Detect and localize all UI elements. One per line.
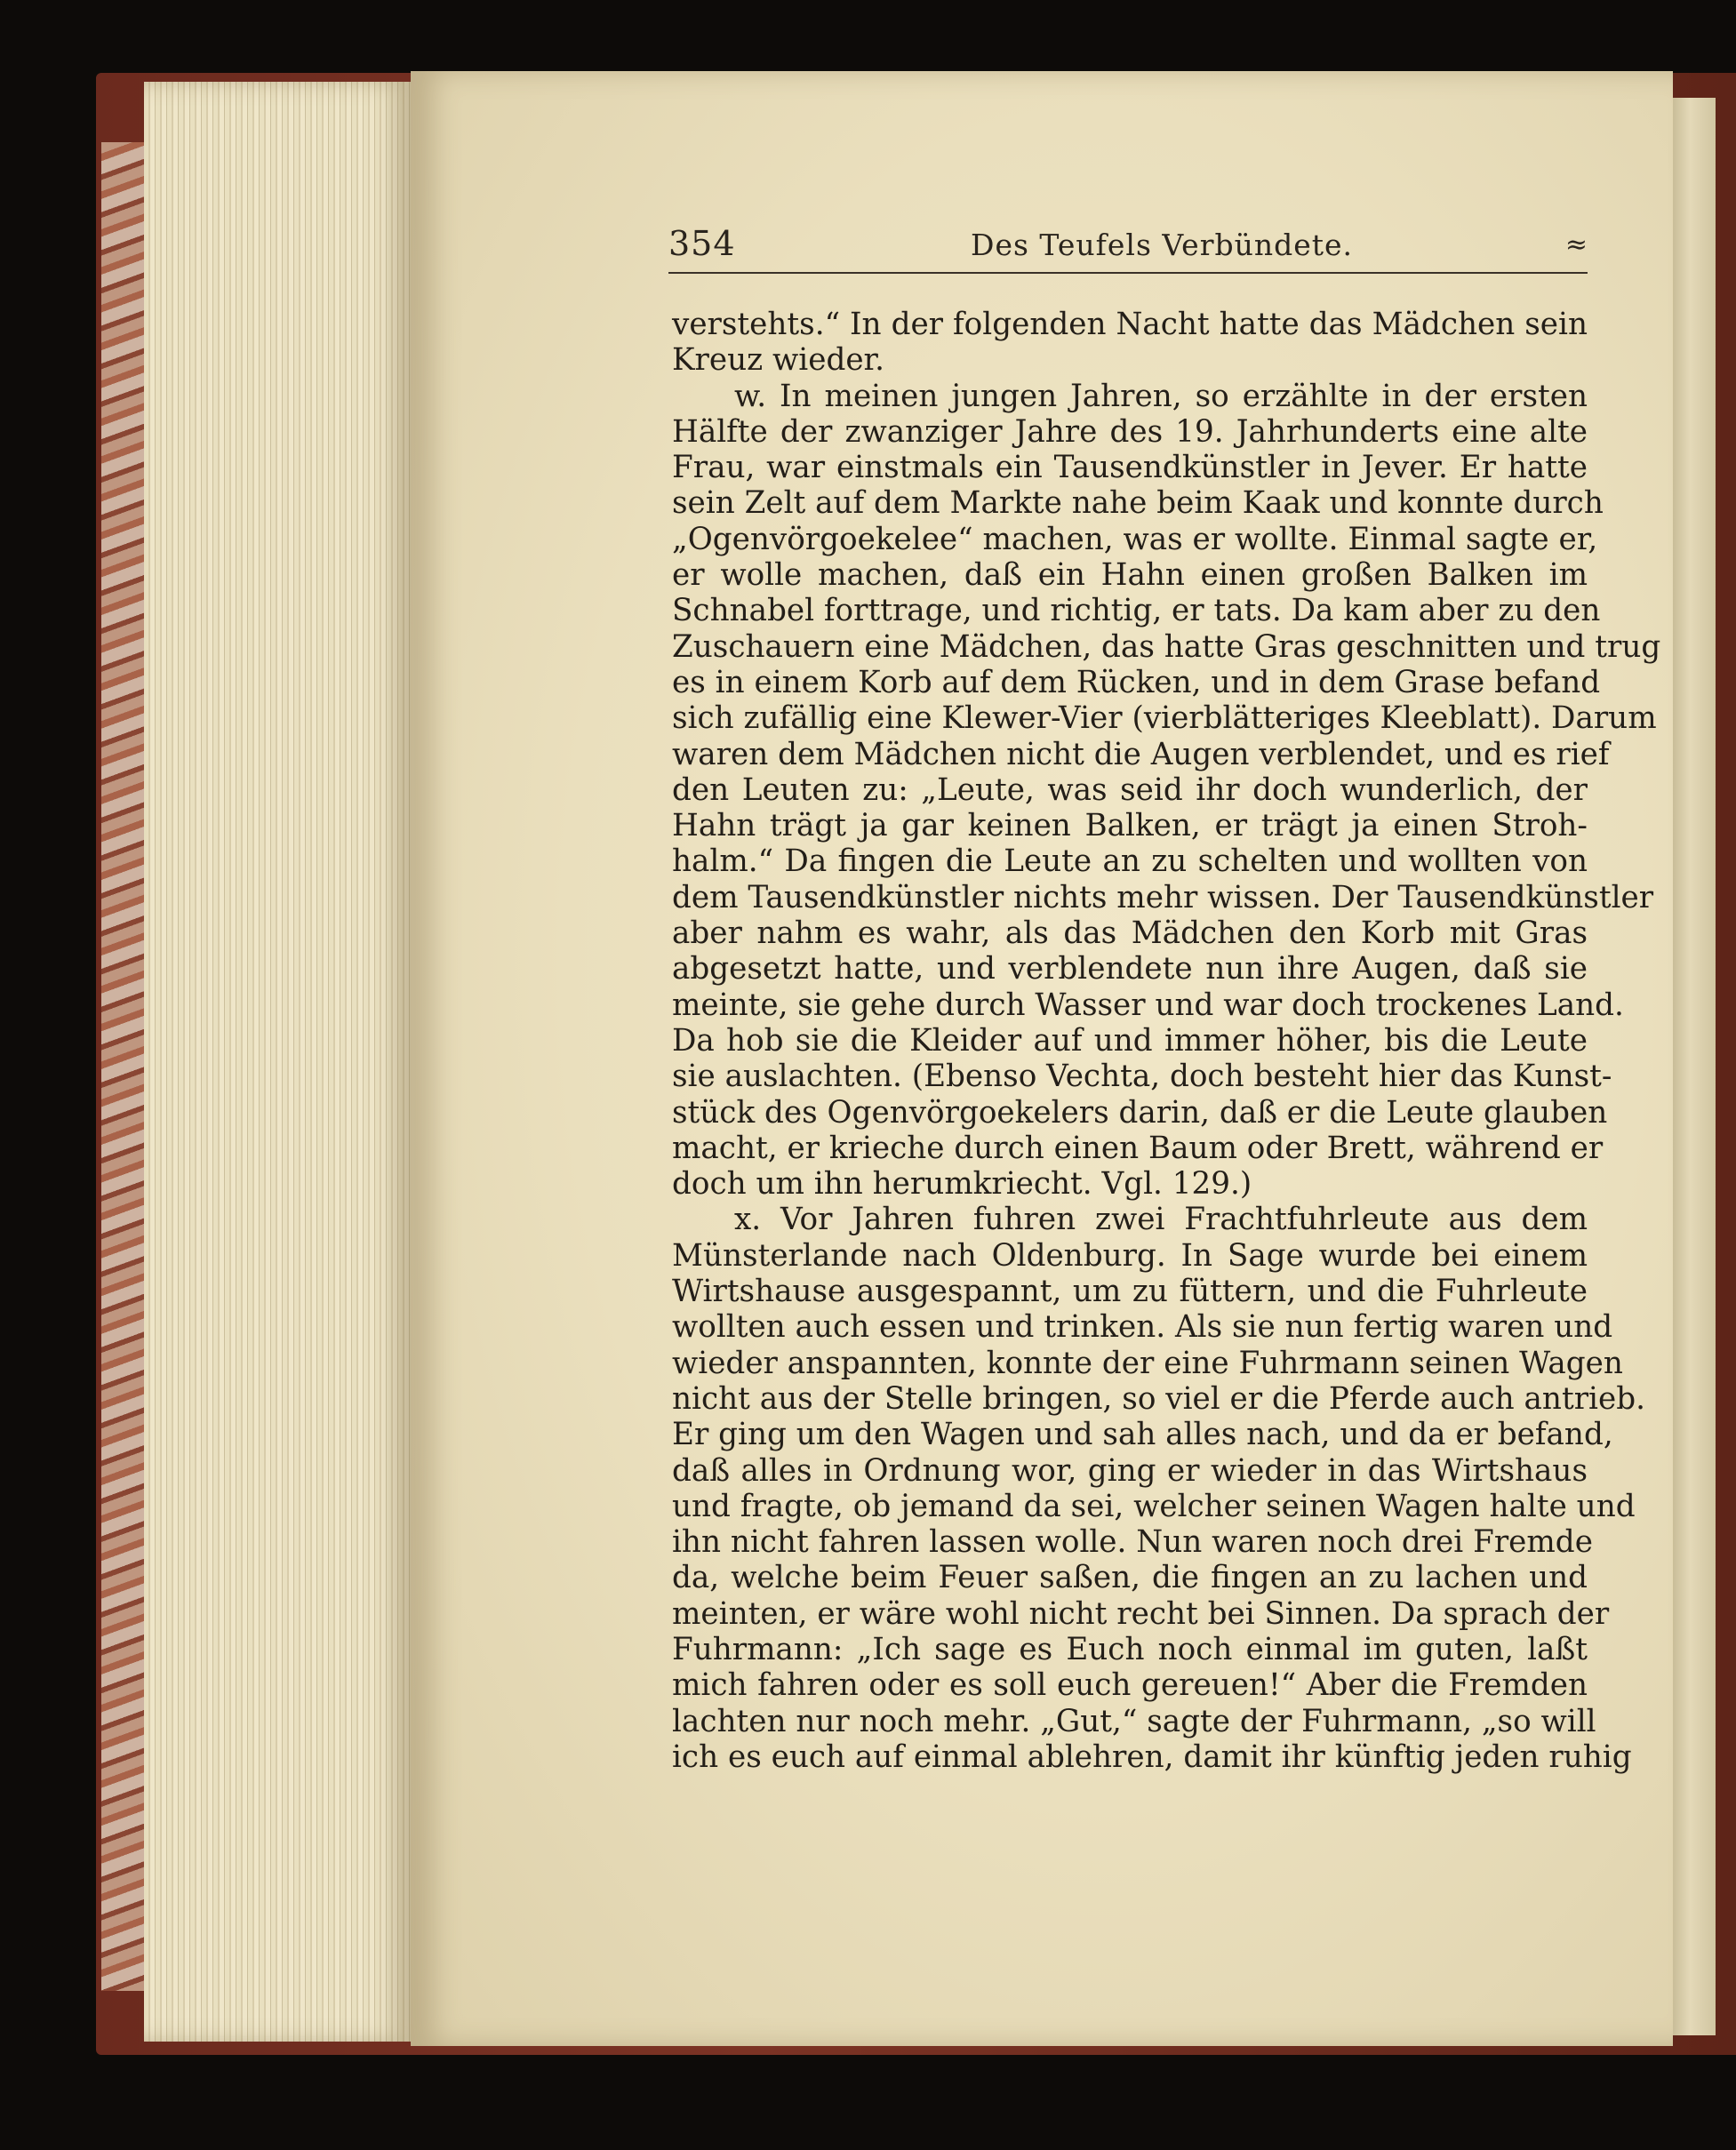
text-line: macht, er krieche durch einen Baum oder Brett, während er	[672, 1130, 1604, 1166]
text-line: sein Zelt auf dem Markte nahe beim Kaak und konnte durch	[672, 485, 1604, 522]
text-line: Münsterlande nach Oldenburg. In Sage wurde bei einem	[672, 1237, 1588, 1274]
text-line: es in einem Korb auf dem Rücken, und in dem Grase befand	[672, 664, 1601, 700]
text-line: nicht aus der Stelle bringen, so viel er die Pferde auch antrieb.	[672, 1380, 1645, 1417]
text-line: halm.“ Da fingen die Leute an zu schelten und wollten von	[672, 843, 1588, 880]
catchword-mark: ≈	[1564, 229, 1588, 260]
text-line: daß alles in Ordnung wor, ging er wieder in das Wirtshaus	[672, 1452, 1588, 1489]
page-block-edge	[144, 82, 411, 2042]
text-line: Fuhrmann: „Ich sage es Euch noch einmal im guten, laßt	[672, 1631, 1588, 1667]
text-line: sich zufällig eine Klewer-Vier (vierblätteriges Kleeblatt). Darum	[672, 700, 1657, 737]
text-line: ich es euch auf einmal ablehren, damit ihr künftig jeden ruhig	[672, 1738, 1632, 1775]
text-line: abgesetzt hatte, und verblendete nun ihre Augen, daß sie	[672, 951, 1588, 987]
facing-page-edge	[1673, 98, 1716, 2035]
text-line: er wolle machen, daß ein Hahn einen großen Balken im	[672, 557, 1588, 594]
text-line: Schnabel forttrage, und richtig, er tats. Da kam aber zu den	[672, 593, 1601, 629]
text-line: Hälfte der zwanziger Jahre des 19. Jahrhunderts eine alte	[672, 413, 1588, 450]
text-line: meinte, sie gehe durch Wasser und war doch trockenes Land.	[672, 987, 1624, 1023]
running-header	[668, 220, 1588, 274]
text-line: Er ging um den Wagen und sah alles nach, und da er befand,	[672, 1417, 1613, 1453]
text-line: da, welche beim Feuer saßen, die fingen an zu lachen und	[672, 1560, 1588, 1596]
text-line: Zuschauern eine Mädchen, das hatte Gras geschnitten und trug	[672, 628, 1661, 665]
text-line: x. Vor Jahren fuhren zwei Frachtfuhrleute aus dem	[734, 1202, 1588, 1238]
text-line: Kreuz wieder.	[672, 342, 885, 379]
text-line: dem Tausendkünstler nichts mehr wissen. Der Tausendkünstler	[672, 879, 1654, 915]
text-line: mich fahren oder es soll euch gereuen!“ Aber die Fremden	[672, 1667, 1588, 1704]
text-line: waren dem Mädchen nicht die Augen verblendet, und es rief	[672, 736, 1610, 772]
body-text	[672, 307, 1661, 1775]
text-line: Hahn trägt ja gar keinen Balken, er trägt ja einen Stroh-	[672, 808, 1588, 844]
text-line: doch um ihn herumkriecht. Vgl. 129.)	[672, 1166, 1252, 1203]
text-line: Wirtshause ausgespannt, um zu füttern, und die Fuhrleute	[672, 1274, 1588, 1310]
text-line: stück des Ogenvörgoekelers darin, daß er die Leute glauben	[672, 1094, 1608, 1131]
text-line: aber nahm es wahr, als das Mädchen den Korb mit Gras	[672, 915, 1588, 952]
text-line: lachten nur noch mehr. „Gut,“ sagte der Fuhrmann, „so will	[672, 1703, 1596, 1739]
text-line: ihn nicht fahren lassen wolle. Nun waren noch drei Fremde	[672, 1524, 1593, 1561]
text-line: „Ogenvörgoekelee“ machen, was er wollte. Einmal sagte er,	[672, 521, 1598, 557]
text-line: wieder anspannten, konnte der eine Fuhrmann seinen Wagen	[672, 1345, 1623, 1381]
text-line: w. In meinen jungen Jahren, so erzählte in der ersten	[734, 378, 1588, 414]
text-line: verstehts.“ In der folgenden Nacht hatte das Mädchen sein	[672, 307, 1588, 342]
text-line: meinten, er wäre wohl nicht recht bei Sinnen. Da sprach der	[672, 1595, 1610, 1632]
text-line: den Leuten zu: „Leute, was seid ihr doch wunderlich, der	[672, 771, 1588, 808]
text-line: Frau, war einstmals ein Tausendkünstler in Jever. Er hatte	[672, 450, 1588, 486]
text-line: sie auslachten. (Ebenso Vechta, doch besteht hier das Kunst-	[672, 1059, 1612, 1095]
text-line: und fragte, ob jemand da sei, welcher seinen Wagen halte und	[672, 1488, 1636, 1524]
text-line: wollten auch essen und trinken. Als sie nun fertig waren und	[672, 1309, 1613, 1346]
running-title: Des Teufels Verbündete.	[971, 228, 1354, 262]
text-line: Da hob sie die Kleider auf und immer höher, bis die Leute	[672, 1022, 1588, 1059]
page-number: 354	[668, 224, 736, 263]
